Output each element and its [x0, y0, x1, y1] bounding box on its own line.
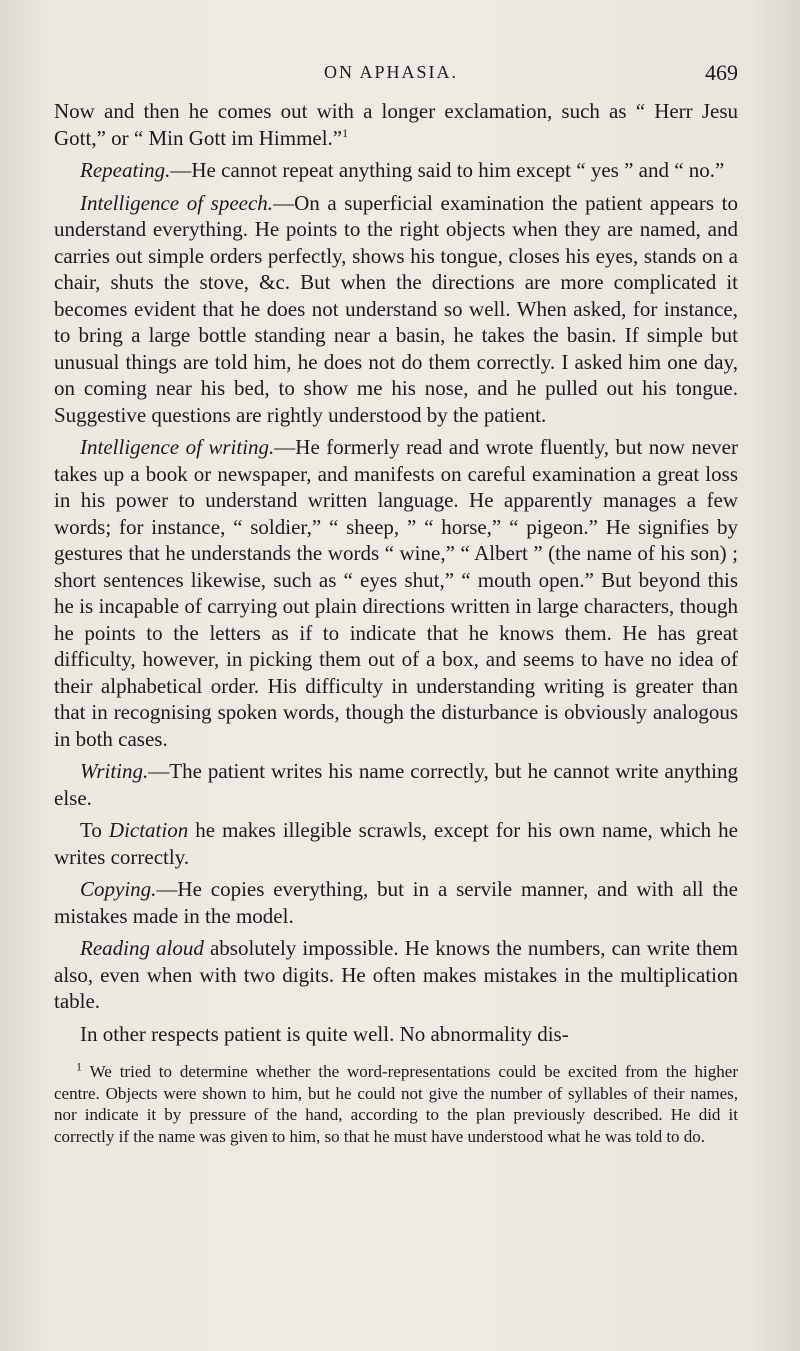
footnote-text: We tried to determine whether the word-representations could be excited from the higher centre. Objects were shown to him, but he could not give the number of syllables of their names, nor indicate it by pressure of the hand, according to the plan previously described. He did it correctly if the name was given to him, so that he must have understood what he was told to do. [54, 1062, 738, 1146]
paragraph [54, 434, 738, 752]
paragraph-lead: Copying. [80, 877, 157, 901]
paragraph [54, 157, 738, 184]
paragraph [54, 1021, 738, 1048]
paragraph [54, 935, 738, 1015]
paragraph-lead: Writing. [80, 759, 149, 783]
paragraph [54, 98, 738, 151]
page-header [54, 58, 738, 98]
paragraph [54, 876, 738, 929]
paragraph-text: —The patient writes his name correctly, but he cannot write anything else. [54, 759, 738, 810]
footnote-marker: 1 [76, 1059, 82, 1074]
footnote [54, 1061, 738, 1147]
paragraph-prefix: To [80, 818, 109, 842]
paragraph-text: absolutely impossible. He knows the numbers, can write them also, even when with two digits. He often makes mistakes in the multiplication table. [54, 936, 738, 1013]
paragraph-text: —On a superficial examination the patient appears to understand everything. He points to the right objects when they are named, and carries out simple orders perfectly, shows his tongue, closes his eyes, stands on a chair, shuts the stove, &c. But when the directions are more complicated it becomes evident that he does not understand so well. When asked, for instance, to bring a large bottle standing near a basin, he takes the basin. If simple but unusual things are told him, he does not do them correctly. I asked him one day, on coming near his bed, to show me his nose, and he pulled out his tongue. Suggestive questions are rightly understood by the patient. [54, 190, 738, 427]
paragraph-lead: Intelligence of writing. [80, 435, 275, 459]
footnotes [54, 1061, 738, 1147]
paragraph-lead: Repeating. [80, 158, 171, 182]
body-text [54, 98, 738, 1047]
paragraph-text: —He formerly read and wrote fluently, but now never takes up a book or newspaper, and manifests on careful examination a great loss in his power to understand written language. He apparently manages a few words; for instance, “ soldier,” “ sheep, ” “ horse,” “ pigeon.” He signifies by gestures that he understands the words “ wine,” “ Albert ” (the name of his son) ; short sentences likewise, such as “ eyes shut,” “ mouth open.” But beyond this he is incapable of carrying out plain directions written in large characters, though he points to the letters as if to indicate that he knows them. He has great difficulty, however, in picking them out of a box, and seems to have no idea of their alphabetical order. His difficulty in understanding writing is greater than that in recognising spoken words, though the disturbance is obviously analogous in both cases. [54, 435, 738, 751]
running-head: ON APHASIA. [324, 62, 459, 82]
paragraph-lead: Dictation [108, 818, 189, 842]
footnote-marker: 1 [342, 125, 349, 140]
paragraph-lead: Reading aloud [80, 936, 204, 960]
paragraph [54, 758, 738, 811]
paragraph-text: —He cannot repeat anything said to him except “ yes ” and “ no.” [170, 158, 725, 182]
paragraph [54, 190, 738, 429]
paragraph-lead: Intelligence of speech. [80, 190, 274, 215]
paragraph-text: he makes illegible scrawls, except for his own name, which he writes correctly. [54, 818, 738, 869]
paragraph [54, 817, 738, 870]
paragraph-text: —He copies everything, but in a servile manner, and with all the mistakes made in the model. [54, 877, 738, 928]
paragraph-text: In other respects patient is quite well. No abnormality dis- [80, 1021, 569, 1046]
paragraph-text: Now and then he comes out with a longer exclamation, such as “ Herr Jesu Gott,” or “ Min Gott im Himmel.” [54, 99, 738, 150]
page-number: 469 [705, 60, 738, 85]
